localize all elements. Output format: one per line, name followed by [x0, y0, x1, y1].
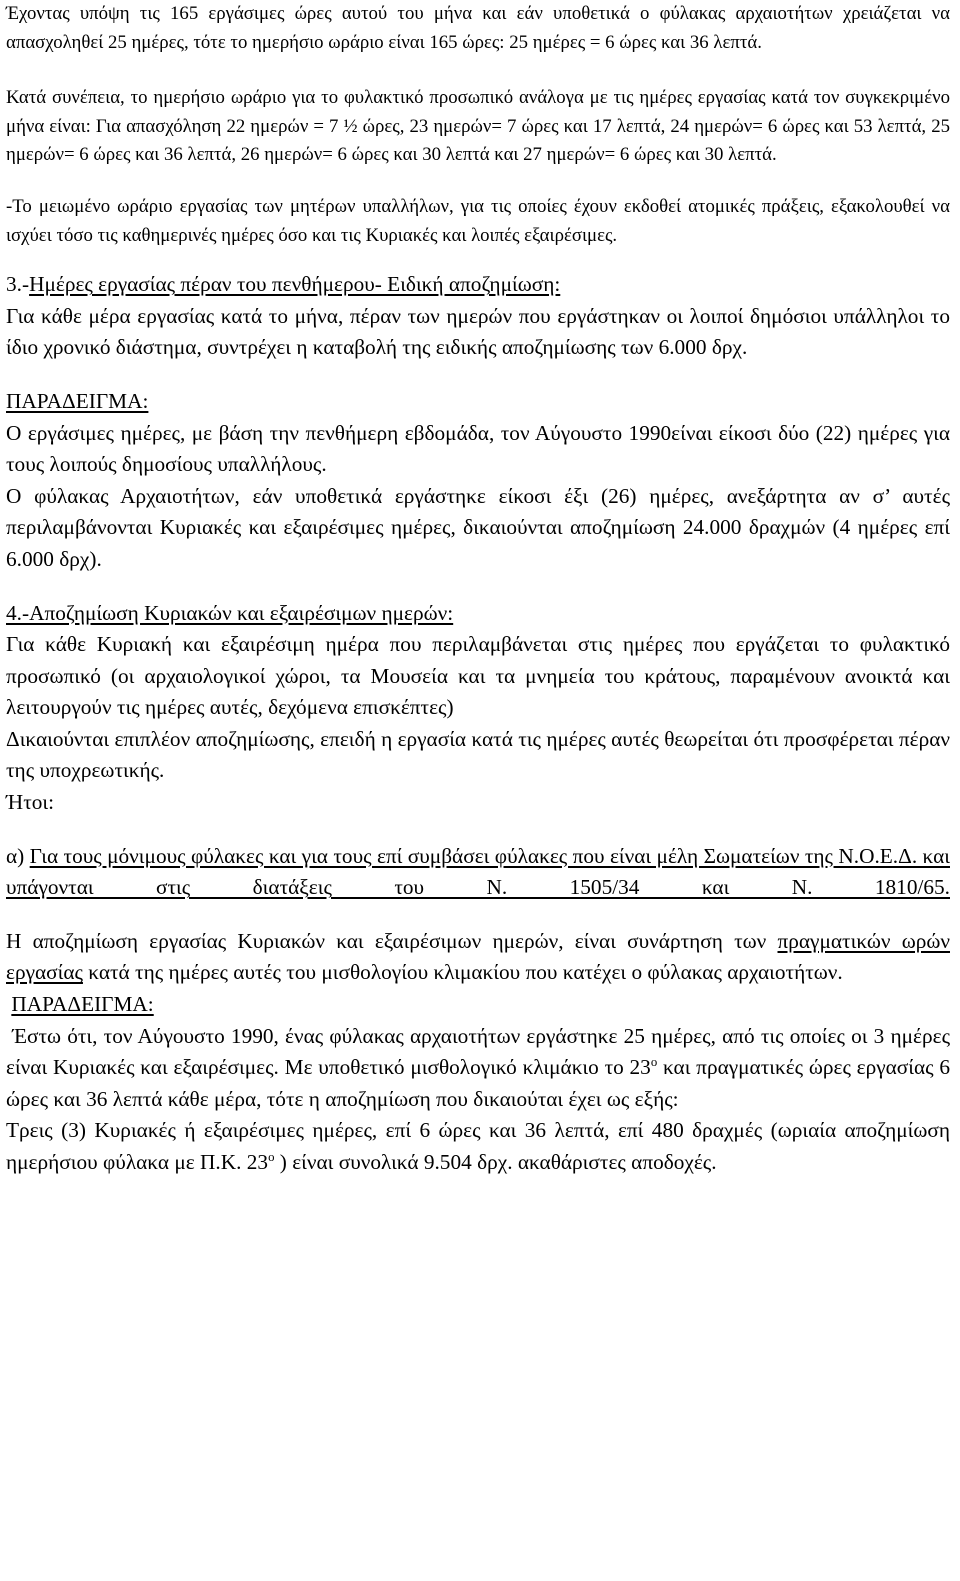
- section-3-title: [6, 269, 950, 301]
- compensation-text-start: Η αποζημίωση εργασίας Κυριακών και εξαιρέσιμων ημερών, είναι συνάρτηση των: [6, 928, 778, 953]
- section-3-number: 3.-: [6, 272, 30, 297]
- item-a-text: Για τους μόνιμους φύλακες και για τους επί συμβάσει φύλακες που είναι μέλη Σωματείων της Ν.Ο.Ε.Δ. και υπάγονται στις διατάξεις του Ν. 1505/34 και Ν. 1810/65.: [6, 843, 950, 900]
- section-extra-days: [6, 269, 950, 575]
- example-label: ΠΑΡΑΔΕΙΓΜΑ:: [6, 388, 149, 413]
- compensation-actual-hours: πραγματικών ωρών εργασίας: [6, 928, 950, 985]
- section-3-example-workdays: Ο εργάσιμες ημέρες, με βάση την πενθήμερη εβδομάδα, τον Αύγουστο 1990είναι είκοσι δύο (22) ημέρες για τους λοιπούς δημοσίους υπαλλήλους.: [6, 420, 950, 477]
- calculation-part-1: Τρεις (3) Κυριακές ή εξαιρέσιμες ημέρες, επί 6 ώρες και 36 λεπτά, επί 480 δραχμές (ωριαία αποζημίωση ημερήσιου φύλακα με Π.Κ. 23: [6, 1118, 950, 1174]
- compensation-text-end: κατά της ημέρες αυτές του μισθολογίου κλιμακίου που κατέχει ο φύλακας αρχαιοτήτων.: [82, 960, 843, 985]
- paragraph-daily-schedule: Κατά συνέπεια, το ημερήσιο ωράριο για το φυλακτικό προσωπικό ανάλογα με τις ημέρες εργασίας κατά τον συγκεκριμένο μήνα είναι: Για απασχόληση 22 ημερών = 7 ½ ώρες, 23 ημερών= 7 ώρες και 17 λεπτά, 24 ημερών= 6 ώρες και 53 λεπτά, 25 ημερών= 6 ώρες και 36 λεπτά, 26 ημερών= 6 ώρες και 30 λεπτά και 27 ημερών= 6 ώρες και 30 λεπτά.: [6, 87, 950, 166]
- paragraph-mothers-reduced-hours: -Το μειωμένο ωράριο εργασίας των μητέρων υπαλλήλων, για τις οποίες έχουν εκδοθεί ατομικές πράξεις, εξακολουθεί να ισχύει τόσο τις καθημερινές ημέρες όσο και τις Κυριακές και λοιπές εξαιρέσιμες.: [6, 195, 950, 246]
- example-part-1: Έστω ότι, τον Αύγουστο 1990, ένας φύλακας αρχαιοτήτων εργάστηκε 25 ημέρες, από τις οποίες οι 3 ημέρες είναι Κυριακές και εξαιρέσιμες. Με υποθετικό μισθολογικό κλιμάκιο το 23: [6, 1023, 951, 1080]
- section-4-namely: Ήτοι:: [6, 790, 55, 815]
- section-4-body: Για κάθε Κυριακή και εξαιρέσιμη ημέρα που περιλαμβάνεται στις ημέρες που εργάζεται το φυλακτικό προσωπικό (οι αρχαιολογικοί χώροι, τα Μουσεία και τα μνημεία του κράτους, παραμένουν ανοικτά και λειτουργούν τις ημέρες αυτές, δεχόμενα επισκέπτες): [6, 632, 950, 720]
- example-label-2: ΠΑΡΑΔΕΙΓΜΑ:: [11, 992, 154, 1017]
- ordinal-superscript-2: ο: [268, 1149, 275, 1164]
- paragraph-monthly-hours: Έχοντας υπόψη τις 165 εργάσιμες ώρες αυτού του μήνα και εάν υποθετικά ο φύλακας αρχαιοτήτων χρειάζεται να απασχοληθεί 25 ημέρες, τότε το ημερήσιο ωράριο είναι 165 ώρες: 25 ημέρες = 6 ώρες και 36 λεπτά.: [6, 3, 950, 53]
- calculation-part-2: ) είναι συνολικά 9.504 δρχ. ακαθάριστες αποδοχές.: [274, 1150, 717, 1174]
- section-4-heading: 4.-Αποζημίωση Κυριακών και εξαιρέσιμων ημερών:: [6, 600, 454, 625]
- ordinal-superscript: ο: [650, 1055, 658, 1070]
- section-sundays-holidays: [6, 598, 950, 1179]
- item-a: [6, 841, 950, 904]
- example-paragraph: [6, 1021, 950, 1116]
- section-3-heading: Ημέρες εργασίας πέραν του πενθήμερου- Ειδική αποζημίωση:: [29, 272, 561, 297]
- item-a-label: α): [6, 843, 25, 868]
- section-3-example-guard: Ο φύλακας Αρχαιοτήτων, εάν υποθετικά εργάστηκε είκοσι έξι (26) ημέρες, ανεξάρτητα αν σ’ αυτές περιλαμβάνονται Κυριακές και εξαιρέσιμες ημέρες, δικαιούνται αποζημίωση 24.000 δραχμών (4 ημέρες επί 6.000 δρχ).: [6, 483, 950, 571]
- section-3-body: Για κάθε μέρα εργασίας κατά το μήνα, πέραν των ημερών που εργάστηκαν οι λοιποί δημόσιοι υπάλληλοι το ίδιο χρονικό διάστημα, συντρέχει η καταβολή της ειδικής αποζημίωσης των 6.000 δρχ.: [6, 303, 950, 360]
- section-4-entitlement: Δικαιούνται επιπλέον αποζημίωσης, επειδή η εργασία κατά τις ημέρες αυτές θεωρείται ότι προσφέρεται πέραν της υποχρεωτικής.: [6, 726, 950, 783]
- compensation-paragraph: [6, 926, 950, 989]
- example-label-2-row: [6, 989, 950, 1021]
- example-part-2: και πραγματικές ώρες εργασίας 6 ώρες και 36 λεπτά κάθε μέρα, τότε η αποζημίωση που δικαιούται έχει ως εξής:: [6, 1055, 950, 1111]
- calculation-paragraph: [6, 1115, 950, 1178]
